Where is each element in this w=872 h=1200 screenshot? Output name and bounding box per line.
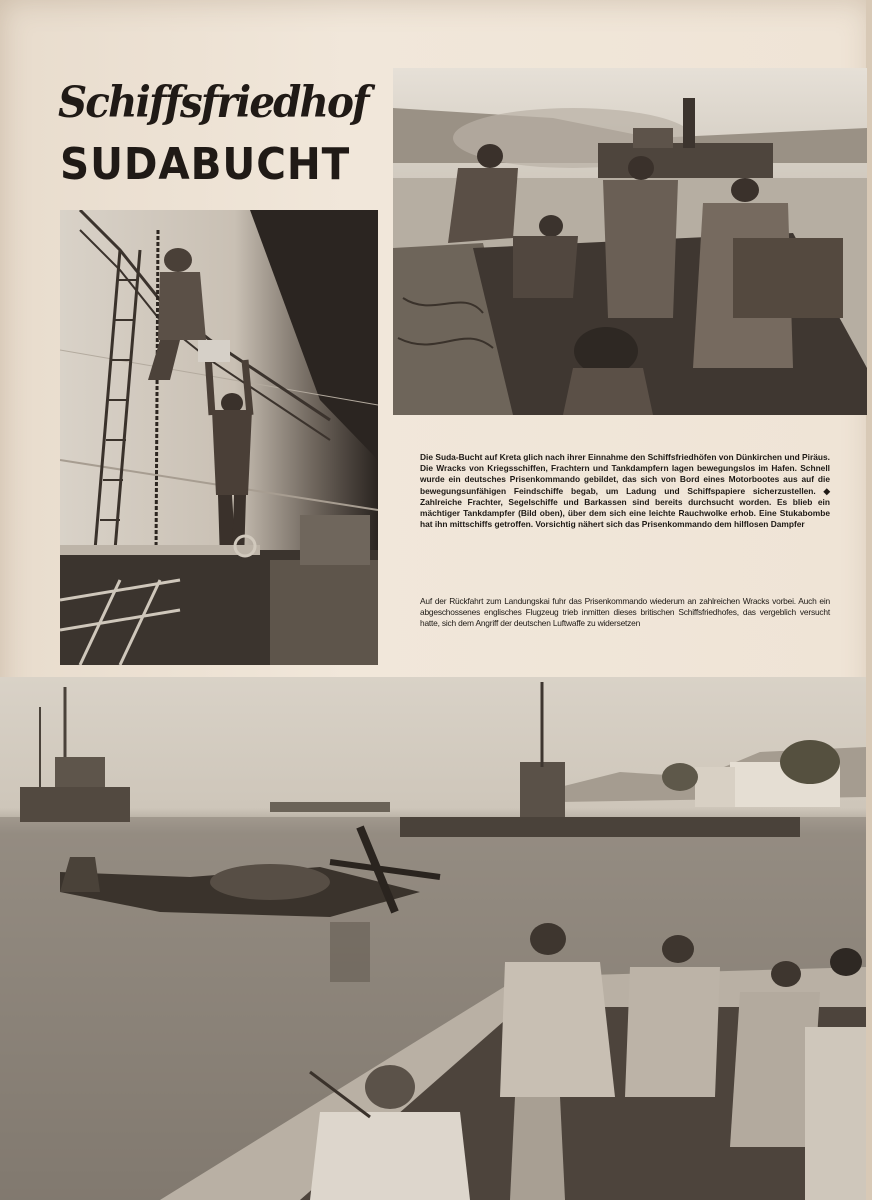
title-line-1: Schiffsfriedhof bbox=[58, 78, 368, 128]
photo-prize-crew-boat bbox=[393, 68, 867, 415]
photo-ship-boarding bbox=[60, 210, 378, 665]
caption-main: Die Suda-Bucht auf Kreta glich nach ihrer Einnahme den Schiffsfriedhöfen von Dünkirchen und Piräus. Die Wracks von Kriegsschiffen, Frachtern und Tankdampfern lagen bewegungslos im Hafen. Schnell wurde ein deutsches Prisenkommando gebildet, das sich von Bord eines Motorbootes aus auf die bewegungsunfähigen Feindschiffe begab, um Ladung und Schiffspapiere sicherzustellen. ◆ Zahlreiche Frachter, Segelschiffe und Barkassen sind bereits durchsucht worden. Es blieb ein mächtiger Tankdampfer (Bild oben), über dem sich eine leichte Rauchwolke erhob. Eine Stukabombe hat ihn mittschiffs getroffen. Vorsichtig nähert sich das Prisenkommando dem hilflosen Dampfer bbox=[420, 452, 830, 530]
title-line-2: SUDABUCHT bbox=[60, 139, 351, 190]
photo-harbor-wreck-plane bbox=[0, 677, 866, 1200]
caption-return-trip: Auf der Rückfahrt zum Landungskai fuhr das Prisenkommando wiederum an zahlreichen Wracks vorbei. Auch ein abgeschossenes englisches Flugzeug trieb inmitten dieses britischen Schiffsfriedhofes, das vergeblich versucht hatte, sich dem Angriff der deutschen Luftwaffe zu widersetzen bbox=[420, 596, 830, 629]
article-title bbox=[58, 68, 384, 198]
